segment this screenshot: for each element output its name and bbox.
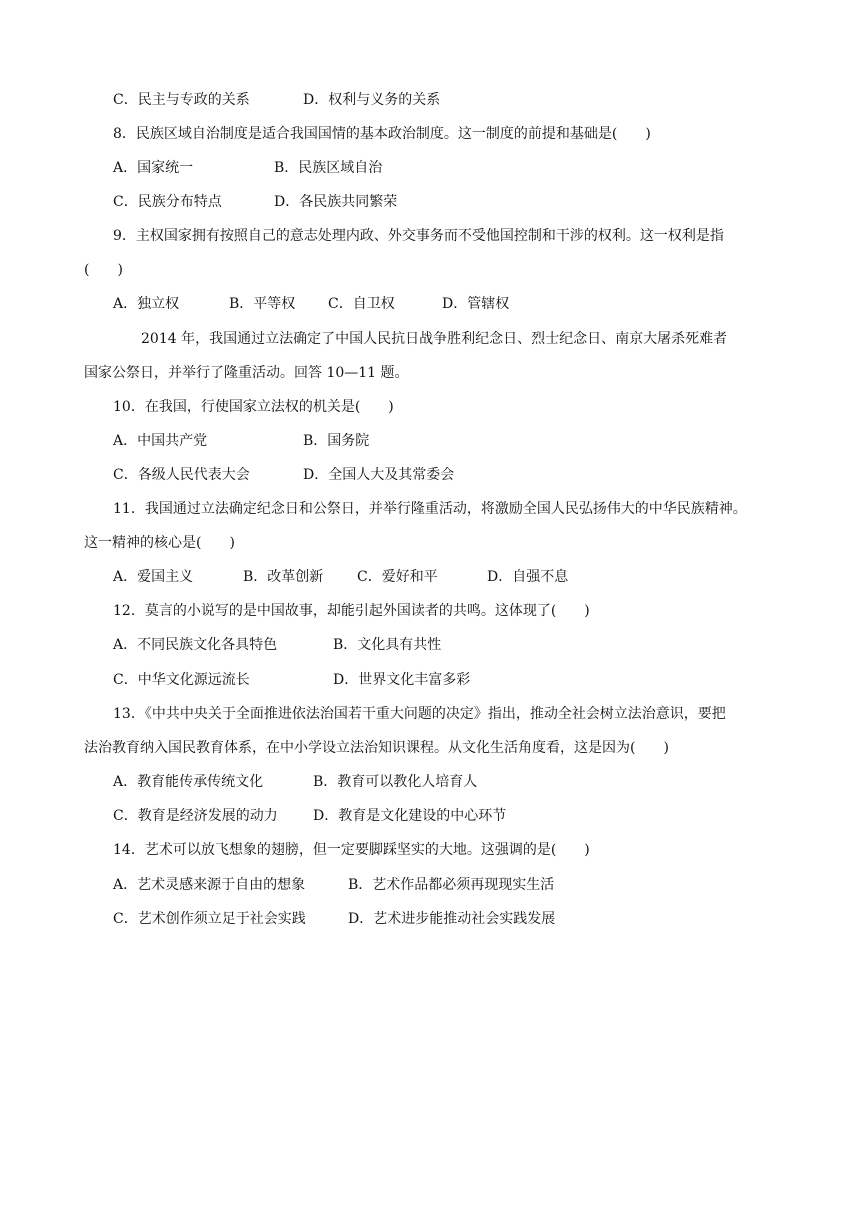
q14-option-a: A．艺术灵感来源于自由的想象 — [113, 877, 306, 893]
q10-option-a: A．中国共产党 — [113, 433, 208, 449]
q14-option-d: D．艺术进步能推动社会实践发展 — [348, 911, 556, 927]
q13-stem-line2: 法治教育纳入国民教育体系，在中小学设立法治知识课程。从文化生活角度看，这是因为( ) — [84, 740, 669, 756]
q10-option-b: B．国务院 — [303, 433, 370, 449]
q13-option-b: B．教育可以教化人培育人 — [313, 774, 478, 790]
q11-option-d: D．自强不息 — [487, 569, 569, 585]
q13-option-c: C．教育是经济发展的动力 — [113, 808, 278, 824]
intro-line1: 2014 年，我国通过立法确定了中国人民抗日战争胜利纪念日、烈士纪念日、南京大屠杀死难者 — [141, 331, 728, 347]
q11-stem-line1: 11．我国通过立法确定纪念日和公祭日，并举行隆重活动，将激励全国人民弘扬伟大的中华民族精神。 — [113, 501, 747, 517]
q8-option-a: A．国家统一 — [113, 160, 194, 176]
q13-option-d: D．教育是文化建设的中心环节 — [313, 808, 507, 824]
q12-option-c: C．中华文化源远流长 — [113, 672, 250, 688]
q8-option-d: D．各民族共同繁荣 — [274, 194, 398, 210]
q8-option-b: B．民族区域自治 — [274, 160, 383, 176]
q10-option-d: D．全国人大及其常委会 — [303, 467, 455, 483]
q11-option-b: B．改革创新 — [243, 569, 324, 585]
q8-option-c: C．民族分布特点 — [113, 194, 222, 210]
q14-option-b: B．艺术作品都必须再现现实生活 — [348, 877, 555, 893]
q7-option-c: C．民主与专政的关系 — [113, 92, 250, 108]
q9-option-c: C．自卫权 — [328, 296, 395, 312]
q12-option-a: A．不同民族文化各具特色 — [113, 637, 278, 653]
q13-option-a: A．教育能传承传统文化 — [113, 774, 264, 790]
q9-option-b: B．平等权 — [229, 296, 296, 312]
q9-stem-line1: 9．主权国家拥有按照自己的意志处理内政、外交事务而不受他国控制和干涉的权利。这一权利是指 — [113, 228, 724, 244]
q12-option-d: D．世界文化丰富多彩 — [333, 672, 471, 688]
q12-stem: 12．莫言的小说写的是中国故事，却能引起外国读者的共鸣。这体现了( ) — [113, 603, 590, 619]
intro-line2: 国家公祭日，并举行了隆重活动。回答 10—11 题。 — [84, 365, 409, 381]
q11-option-c: C．爱好和平 — [357, 569, 438, 585]
q10-option-c: C．各级人民代表大会 — [113, 467, 250, 483]
q11-stem-line2: 这一精神的核心是( ) — [84, 535, 235, 551]
q12-option-b: B．文化具有共性 — [333, 637, 442, 653]
q9-option-a: A．独立权 — [113, 296, 180, 312]
q13-stem-line1: 13．《中共中央关于全面推进依法治国若干重大问题的决定》指出，推动全社会树立法治意识，要把 — [113, 706, 726, 722]
q14-option-c: C．艺术创作须立足于社会实践 — [113, 911, 306, 927]
q8-stem: 8．民族区域自治制度是适合我国国情的基本政治制度。这一制度的前提和基础是( ) — [113, 126, 651, 142]
q14-stem: 14．艺术可以放飞想象的翅膀，但一定要脚踩坚实的大地。这强调的是( ) — [113, 842, 590, 858]
q9-option-d: D．管辖权 — [442, 296, 510, 312]
q11-option-a: A．爱国主义 — [113, 569, 194, 585]
q7-option-d: D．权利与义务的关系 — [303, 92, 441, 108]
q10-stem: 10．在我国，行使国家立法权的机关是( ) — [113, 399, 394, 415]
q9-stem-line2: ( ) — [84, 262, 123, 278]
